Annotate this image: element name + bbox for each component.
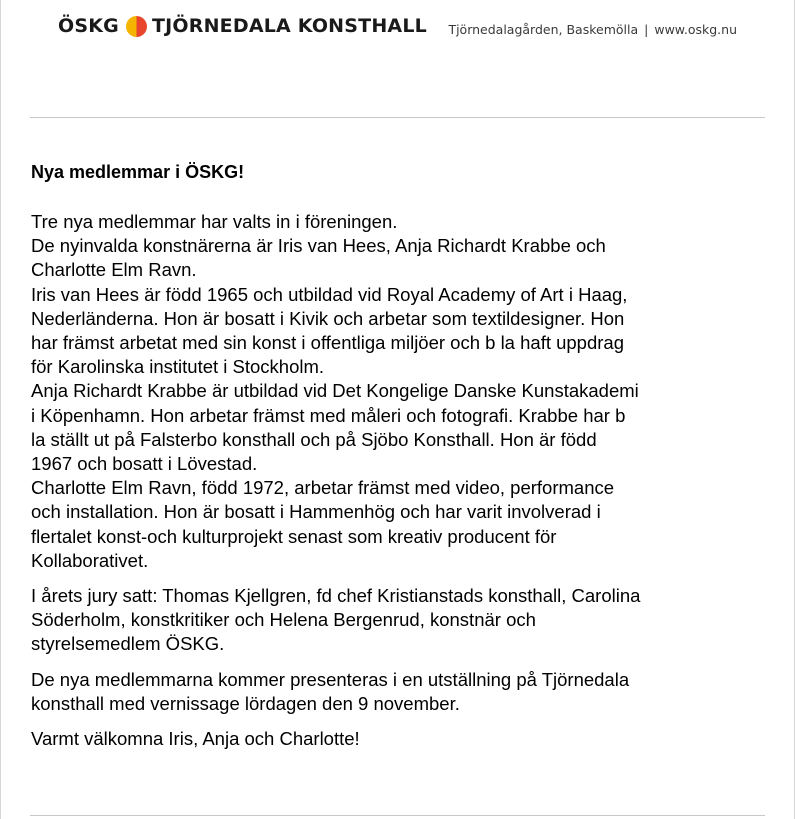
bottom-divider bbox=[30, 815, 765, 816]
text-line: Nederländerna. Hon är bosatt i Kivik och arbetar som textildesigner. Hon bbox=[31, 307, 625, 329]
oskg-logo[interactable] bbox=[58, 15, 427, 37]
intro-paragraph bbox=[31, 210, 771, 573]
header-address: Tjörnedalagården, Baskemölla bbox=[448, 22, 639, 37]
newsletter-header bbox=[58, 12, 748, 44]
text-line: I årets jury satt: Thomas Kjellgren, fd chef Kristianstads konsthall, Carolina bbox=[31, 585, 641, 607]
text-line: Charlotte Elm Ravn, född 1972, arbetar främst med video, performance bbox=[31, 477, 615, 499]
text-line: har främst arbetat med sin konst i offentliga miljöer och b la haft uppdrag bbox=[31, 332, 625, 354]
text-line: konsthall med vernissage lördagen den 9 november. bbox=[31, 692, 460, 714]
text-line: De nya medlemmarna kommer presenteras i en utställning på Tjörnedala bbox=[31, 668, 630, 690]
article-title: Nya medlemmar i ÖSKG! bbox=[31, 162, 245, 182]
logo-text-right: TJÖRNEDALA KONSTHALL bbox=[151, 15, 427, 37]
jury-paragraph bbox=[31, 584, 771, 657]
article-body bbox=[31, 161, 771, 762]
text-line: 1967 och bosatt i Lövestad. bbox=[31, 453, 258, 475]
text-line: flertalet konst-och kulturprojekt senast som kreativ producent för bbox=[31, 525, 557, 547]
exhibition-paragraph bbox=[31, 668, 771, 716]
header-website-link[interactable]: www.oskg.nu bbox=[654, 22, 737, 37]
text-line: la ställt ut på Falsterbo konsthall och på Sjöbo Konsthall. Hon är född bbox=[31, 428, 597, 450]
header-contact-info bbox=[448, 22, 737, 37]
text-line: Söderholm, konstkritiker och Helena Bergenrud, konstnär och bbox=[31, 609, 536, 631]
text-line: Iris van Hees är född 1965 och utbildad vid Royal Academy of Art i Haag, bbox=[31, 283, 628, 305]
text-line: och installation. Hon är bosatt i Hammenhög och har varit involverad i bbox=[31, 501, 601, 523]
text-line: i Köpenhamn. Hon arbetar främst med måleri och fotografi. Krabbe har b bbox=[31, 404, 626, 426]
top-divider bbox=[30, 117, 765, 118]
text-line: Tre nya medlemmar har valts in i föreningen. bbox=[31, 211, 398, 232]
logo-text-left: ÖSKG bbox=[58, 15, 119, 37]
text-line: De nyinvalda konstnärerna är Iris van Hees, Anja Richardt Krabbe och bbox=[31, 235, 606, 257]
header-separator: | bbox=[644, 22, 649, 37]
text-line: Anja Richardt Krabbe är utbildad vid Det Kongelige Danske Kunstakademi bbox=[31, 380, 639, 402]
frame-left-border bbox=[0, 0, 1, 819]
text-line: Varmt välkomna Iris, Anja och Charlotte! bbox=[31, 728, 360, 750]
logo-circle-icon bbox=[126, 16, 147, 37]
text-line: för Karolinska institutet i Stockholm. bbox=[31, 356, 325, 378]
welcome-paragraph bbox=[31, 727, 771, 751]
text-line: styrelsemedlem ÖSKG. bbox=[31, 633, 225, 655]
text-line: Kollaborativet. bbox=[31, 549, 149, 571]
text-line: Charlotte Elm Ravn. bbox=[31, 259, 197, 281]
